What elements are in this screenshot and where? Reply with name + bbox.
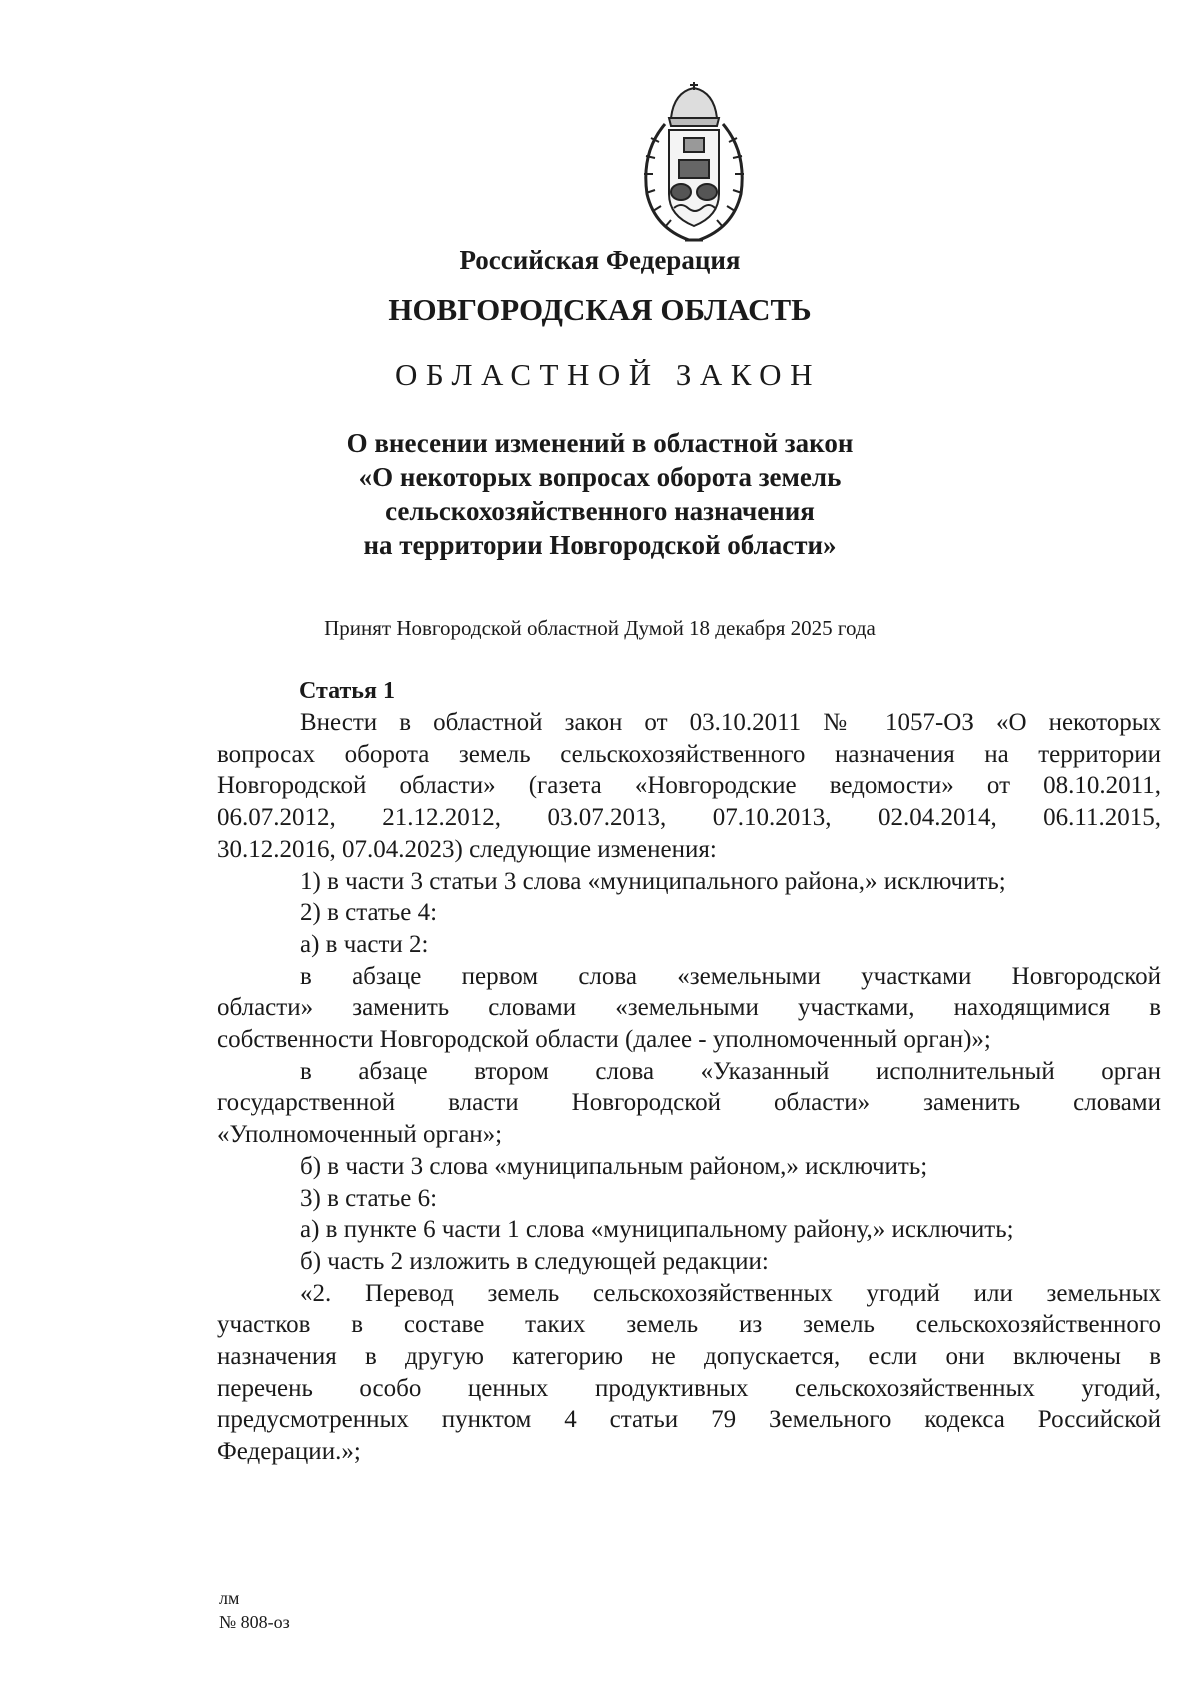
body-line: предусмотренных пунктом 4 статьи 79 Земельного кодекса Российской: [217, 1406, 1161, 1434]
body-line: 30.12.2016, 07.04.2023) следующие изменения:: [217, 835, 717, 863]
body-line: «2. Перевод земель сельскохозяйственных угодий или земельных: [300, 1279, 1161, 1307]
footer-registration: [219, 1586, 290, 1634]
article-heading: Статья 1: [299, 678, 395, 704]
body-line: Федерации.»;: [217, 1438, 361, 1466]
body-line: участков в составе таких земель из земель сельскохозяйственного: [217, 1311, 1161, 1339]
body-line: 06.07.2012, 21.12.2012, 03.07.2013, 07.10.2013, 02.04.2014, 06.11.2015,: [217, 804, 1161, 832]
body-line: б) часть 2 изложить в следующей редакции:: [300, 1247, 769, 1275]
coat-of-arms-emblem: [629, 82, 759, 244]
law-title: [0, 426, 1200, 562]
operator-initials: лм: [219, 1588, 240, 1608]
body-line: «Уполномоченный орган»;: [217, 1121, 503, 1149]
law-title-line: сельскохозяйственного назначения: [385, 496, 815, 526]
body-line: 3) в статье 6:: [300, 1184, 438, 1212]
region-name: НОВГОРОДСКАЯ ОБЛАСТЬ: [388, 292, 812, 327]
document-type: ОБЛАСТНОЙ ЗАКОН: [395, 357, 821, 392]
body-line: собственности Новгородской области (далее - уполномоченный орган)»;: [217, 1026, 991, 1054]
body-line: 1) в части 3 статьи 3 слова «муниципального района,» исключить;: [300, 867, 1006, 895]
article-body: [217, 707, 1161, 1468]
law-title-line: «О некоторых вопросах оборота земель: [358, 462, 842, 492]
body-line: области» заменить словами «земельными участками, находящимися в: [217, 994, 1161, 1022]
law-title-line: на территории Новгородской области»: [363, 530, 837, 560]
body-line: вопросах оборота земель сельскохозяйственного назначения на территории: [217, 740, 1161, 768]
body-line: а) в пункте 6 части 1 слова «муниципальному району,» исключить;: [300, 1216, 1014, 1244]
body-line: Внести в областной закон от 03.10.2011 № 1057-ОЗ «О некоторых: [300, 709, 1161, 736]
body-line: перечень особо ценных продуктивных сельскохозяйственных угодий,: [217, 1374, 1161, 1402]
body-line: в абзаце втором слова «Указанный исполнительный орган: [300, 1057, 1161, 1085]
body-line: б) в части 3 слова «муниципальным районом,» исключить;: [300, 1152, 928, 1180]
law-number: № 808-оз: [219, 1612, 290, 1632]
body-line: а) в части 2:: [300, 930, 429, 958]
federation-name: Российская Федерация: [459, 245, 741, 275]
body-line: 2) в статье 4:: [300, 899, 438, 927]
body-line: Новгородской области» (газета «Новгородские ведомости» от 08.10.2011,: [217, 772, 1161, 800]
body-line: государственной власти Новгородской области» заменить словами: [217, 1089, 1161, 1117]
law-title-line: О внесении изменений в областной закон: [346, 428, 854, 458]
body-line: в абзаце первом слова «земельными участками Новгородской: [300, 962, 1161, 990]
body-line: назначения в другую категорию не допускается, если они включены в: [217, 1343, 1161, 1371]
adoption-note: Принят Новгородской областной Думой 18 декабря 2025 года: [324, 616, 876, 640]
